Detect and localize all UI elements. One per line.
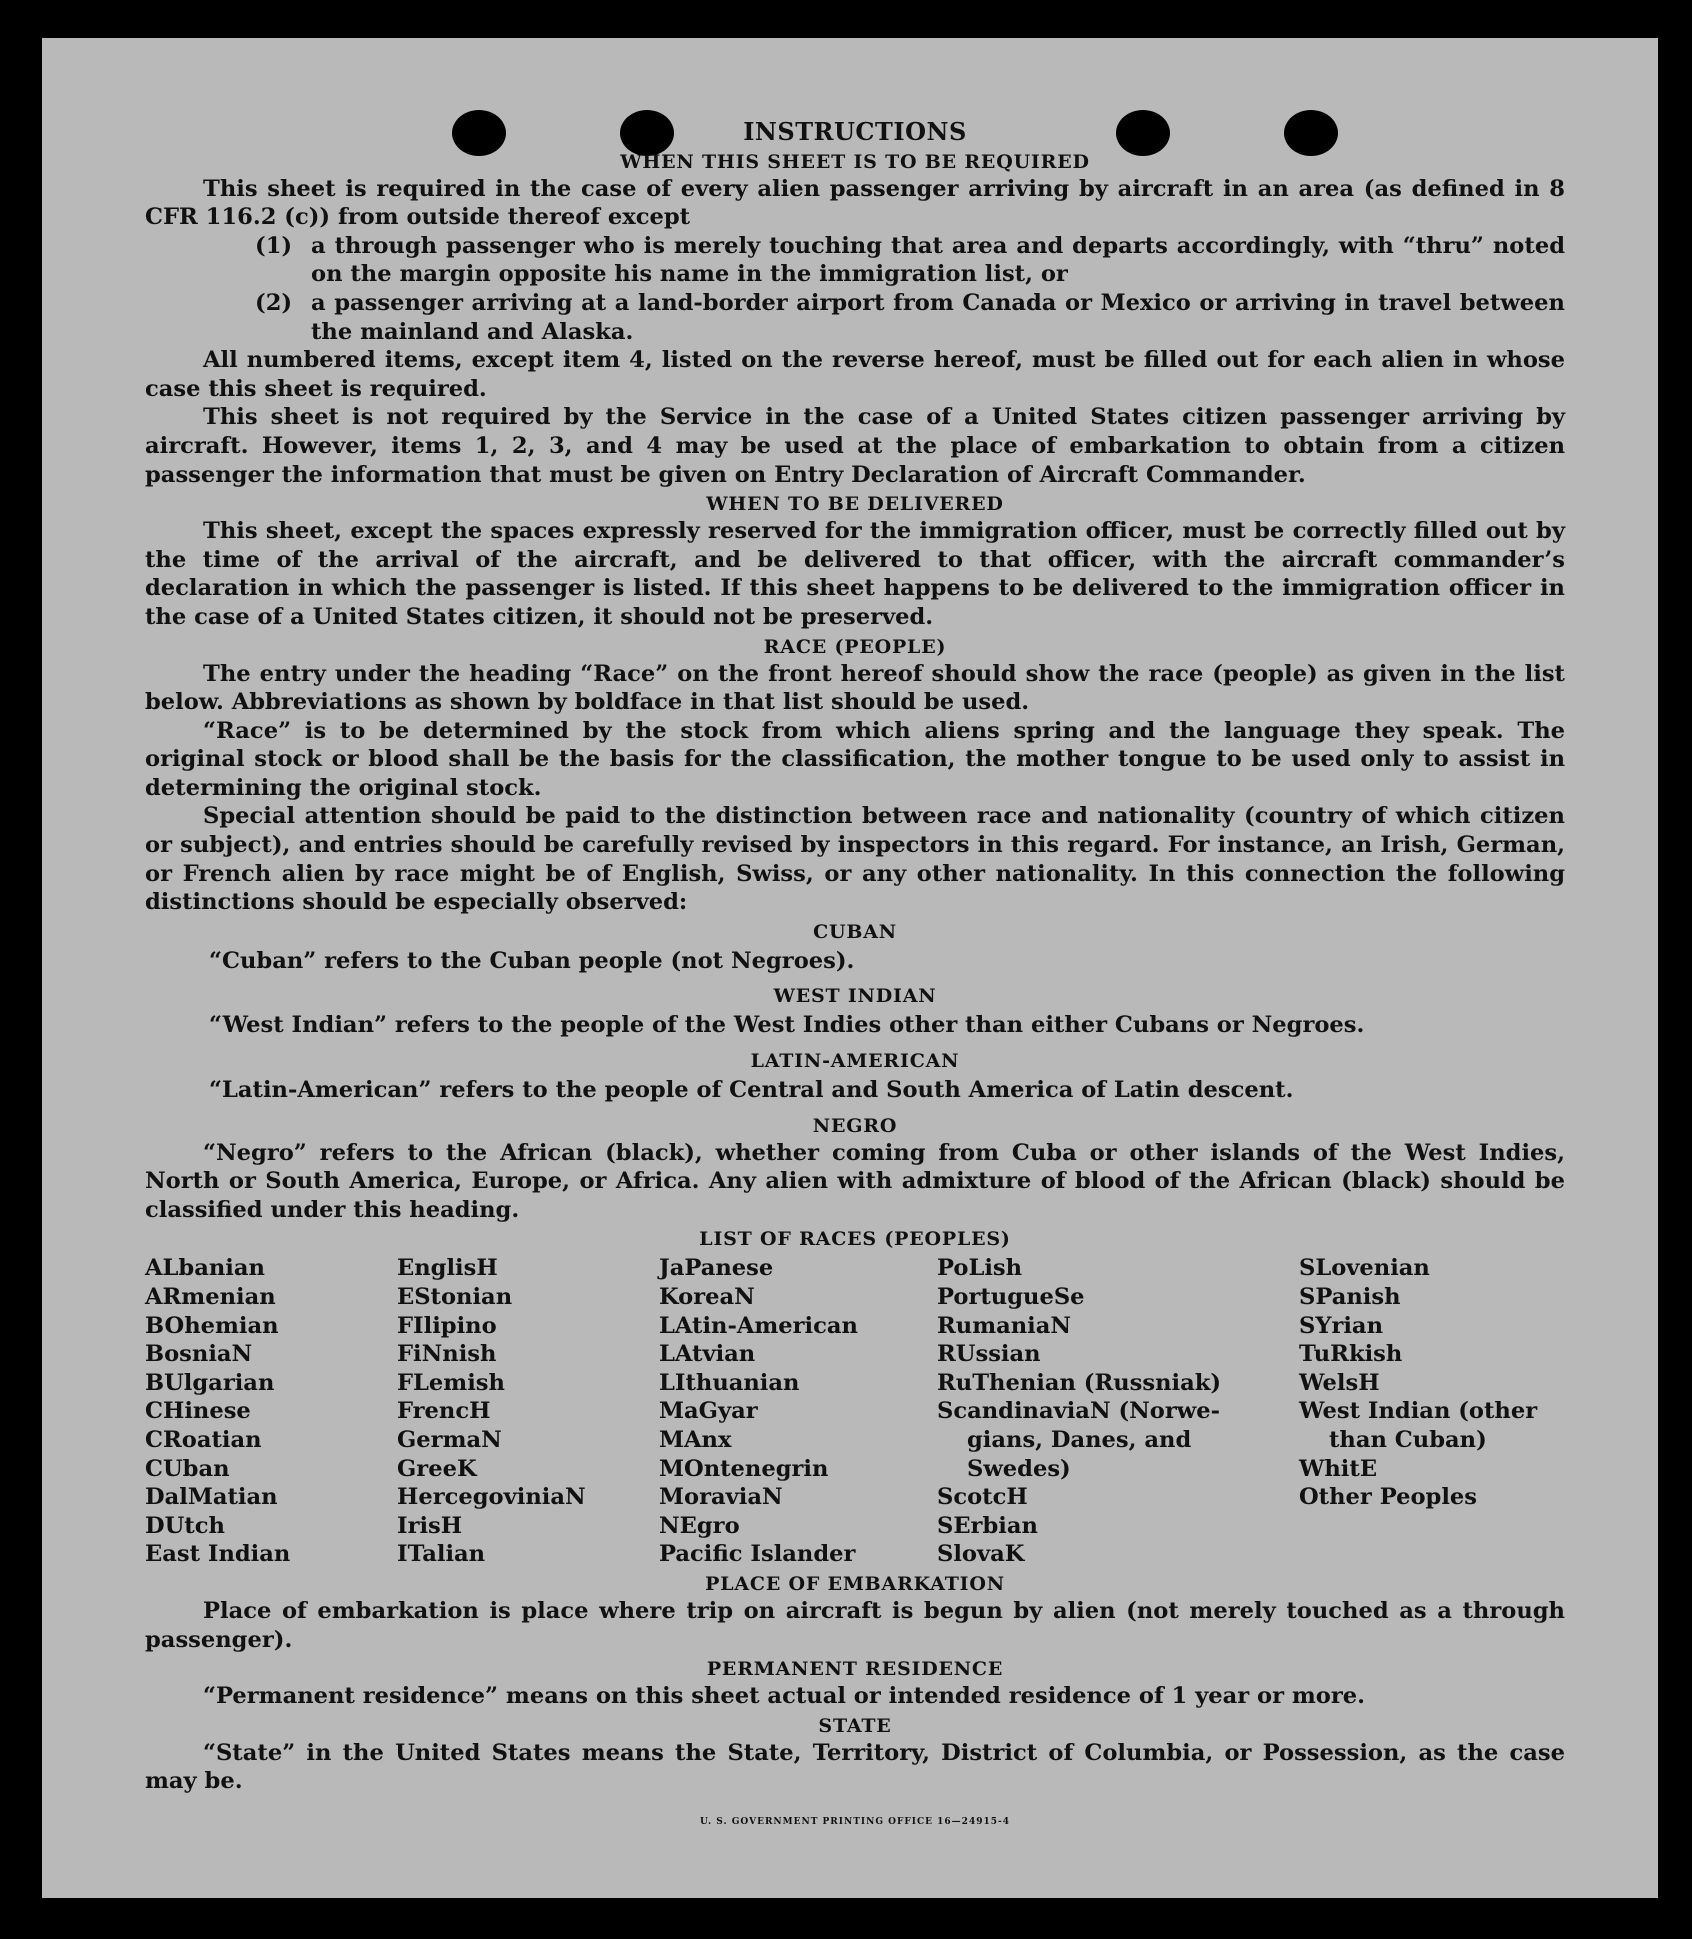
race-item: LAtin-American bbox=[659, 1312, 858, 1339]
race-column bbox=[659, 1254, 937, 1569]
race-item: FrencH bbox=[397, 1398, 491, 1425]
item-number: (1) bbox=[255, 232, 293, 259]
paragraph: This sheet is not required by the Service in the case of a United States citizen passenger arriving by aircraft. However, items 1, 2, 3, and 4 may be used at the place of embarkation to obtain from a citizen passenger the information that must be given on Entry Declaration of Aircraft Commander. bbox=[145, 404, 1565, 488]
paragraph: “Permanent residence” means on this sheet actual or intended residence of 1 year or more. bbox=[203, 1683, 1366, 1710]
section-heading: WHEN THIS SHEET IS TO BE REQUIRED bbox=[620, 150, 1090, 173]
section-heading: WEST INDIAN bbox=[773, 985, 937, 1008]
race-item: KoreaN bbox=[659, 1284, 755, 1310]
item-text: a through passenger who is merely touching that area and departs accordingly, with “thru” noted on the margin opposite his name in the immigration list, or bbox=[311, 232, 1565, 288]
race-item: West Indian (other bbox=[1299, 1398, 1538, 1425]
paragraph: “Race” is to be determined by the stock from which aliens spring and the language they speak. The original stock or blood shall be the basis for the classification, the mother tongue to be used only to assist in determining the original stock. bbox=[145, 717, 1565, 801]
race-item: MaGyar bbox=[659, 1398, 758, 1425]
race-item: RuThenian (Russniak) bbox=[937, 1369, 1222, 1396]
race-item: NEgro bbox=[659, 1512, 740, 1539]
race-item: PoLish bbox=[937, 1255, 1023, 1282]
race-item: MAnx bbox=[659, 1426, 732, 1453]
race-item: EStonian bbox=[397, 1284, 513, 1310]
race-item: ScotcH bbox=[937, 1484, 1028, 1511]
race-item: CUban bbox=[145, 1455, 230, 1482]
race-item: SLovenian bbox=[1299, 1255, 1430, 1282]
race-item: HercegoviniaN bbox=[397, 1484, 586, 1511]
race-item: FIlipino bbox=[397, 1312, 497, 1339]
race-item: WhitE bbox=[1299, 1455, 1378, 1482]
section-heading: STATE bbox=[818, 1714, 892, 1737]
definition: “Latin-American” refers to the people of Central and South America of Latin descent. bbox=[209, 1077, 1294, 1104]
paragraph: All numbered items, except item 4, listed on the reverse hereof, must be filled out for each alien in whose case this sheet is required. bbox=[145, 347, 1565, 402]
race-item: LAtvian bbox=[659, 1341, 756, 1368]
race-item: SYrian bbox=[1299, 1312, 1383, 1339]
race-item: ScandinaviaN (Norwe- bbox=[937, 1398, 1220, 1425]
race-item: WelsH bbox=[1299, 1369, 1380, 1396]
race-item: DUtch bbox=[145, 1512, 225, 1539]
race-item: Other Peoples bbox=[1299, 1484, 1477, 1511]
race-item: GreeK bbox=[397, 1455, 477, 1482]
race-item: SErbian bbox=[937, 1512, 1038, 1539]
section-heading: LATIN-AMERICAN bbox=[750, 1050, 960, 1073]
race-item: MoraviaN bbox=[659, 1484, 783, 1511]
paragraph: The entry under the heading “Race” on the front hereof should show the race (people) as given in the list below. Abbreviations as shown by boldface in that list should be used. bbox=[145, 660, 1565, 716]
race-item: MOntenegrin bbox=[659, 1455, 829, 1482]
race-item: RUssian bbox=[937, 1341, 1041, 1368]
race-item: than Cuban) bbox=[1329, 1426, 1487, 1453]
race-column bbox=[937, 1254, 1299, 1569]
paragraph: This sheet is required in the case of every alien passenger arriving by aircraft in an area (as defined in 8 CFR 116.2 (c)) from outside thereof except bbox=[145, 175, 1565, 231]
section-heading: RACE (PEOPLE) bbox=[763, 635, 947, 658]
race-item: CHinese bbox=[145, 1398, 251, 1425]
race-item: IrisH bbox=[397, 1512, 463, 1539]
race-item: ARmenian bbox=[145, 1284, 276, 1310]
printer-imprint: U. S. GOVERNMENT PRINTING OFFICE 16—24915-4 bbox=[700, 1816, 1010, 1827]
paragraph: Special attention should be paid to the distinction between race and nationality (country of which citizen or subject), and entries should be carefully revised by inspectors in this regard. For instance, an Irish, German, or French alien by race might be of English, Swiss, or any other nationality. In this connection the following distinctions should be especially observed: bbox=[145, 803, 1565, 916]
section-heading: WHEN TO BE DELIVERED bbox=[706, 493, 1004, 516]
race-item: GermaN bbox=[397, 1426, 502, 1453]
race-item: BUlgarian bbox=[145, 1369, 275, 1396]
race-item: East Indian bbox=[145, 1541, 291, 1568]
race-item: ALbanian bbox=[145, 1255, 265, 1282]
race-item: SPanish bbox=[1299, 1284, 1401, 1310]
race-item: ITalian bbox=[397, 1541, 486, 1568]
list-item bbox=[255, 289, 1565, 346]
item-text: a passenger arriving at a land-border airport from Canada or Mexico or arriving in travel between the mainland and Alaska. bbox=[311, 289, 1565, 345]
paragraph: “Negro” refers to the African (black), whether coming from Cuba or other islands of the West Indies, North or South America, Europe, or Africa. Any alien with admixture of blood of the African (black) should be classified under this heading. bbox=[145, 1139, 1565, 1223]
race-column bbox=[397, 1254, 659, 1569]
definition: “West Indian” refers to the people of the West Indies other than either Cubans or Negroes. bbox=[209, 1012, 1365, 1039]
item-number: (2) bbox=[255, 289, 293, 316]
paragraph: This sheet, except the spaces expressly reserved for the immigration officer, must be correctly filled out by the time of the arrival of the aircraft, and be delivered to that officer, with the aircraft commander’s declaration in which the passenger is listed. If this sheet happens to be delivered to the immigration officer in the case of a United States citizen, it should not be preserved. bbox=[145, 518, 1565, 630]
race-item: EnglisH bbox=[397, 1255, 498, 1282]
section-heading: CUBAN bbox=[813, 920, 897, 943]
race-item: RumaniaN bbox=[937, 1312, 1072, 1339]
race-item: PortugueSe bbox=[937, 1284, 1085, 1310]
race-item: BOhemian bbox=[145, 1312, 279, 1339]
section-heading: PERMANENT RESIDENCE bbox=[706, 1658, 1004, 1681]
paragraph: “State” in the United States means the State, Territory, District of Columbia, or Possession, as the case may be. bbox=[145, 1739, 1565, 1795]
race-item: JaPanese bbox=[659, 1255, 774, 1282]
race-list bbox=[145, 1254, 1565, 1569]
list-item bbox=[255, 232, 1565, 289]
race-item: BosniaN bbox=[145, 1341, 253, 1368]
instructions-text bbox=[145, 118, 1565, 1837]
race-item: gians, Danes, and bbox=[967, 1426, 1192, 1453]
section-heading: PLACE OF EMBARKATION bbox=[705, 1572, 1005, 1595]
race-item: FLemish bbox=[397, 1369, 505, 1396]
section-heading: NEGRO bbox=[812, 1114, 898, 1137]
race-item: TuRkish bbox=[1299, 1341, 1403, 1368]
race-item: Swedes) bbox=[967, 1455, 1071, 1482]
race-item: SlovaK bbox=[937, 1541, 1025, 1568]
race-item: LIthuanian bbox=[659, 1369, 800, 1396]
race-column bbox=[1299, 1254, 1565, 1569]
definition: “Cuban” refers to the Cuban people (not Negroes). bbox=[209, 947, 855, 974]
section-heading: LIST OF RACES (PEOPLES) bbox=[699, 1228, 1011, 1251]
paragraph: Place of embarkation is place where trip on aircraft is begun by alien (not merely touched as a through passenger). bbox=[145, 1597, 1565, 1653]
race-column bbox=[145, 1254, 397, 1569]
race-item: DalMatian bbox=[145, 1484, 278, 1511]
race-item: CRoatian bbox=[145, 1426, 262, 1453]
race-item: Pacific Islander bbox=[659, 1541, 856, 1568]
page-title: INSTRUCTIONS bbox=[743, 117, 967, 146]
race-item: FiNnish bbox=[397, 1341, 497, 1368]
